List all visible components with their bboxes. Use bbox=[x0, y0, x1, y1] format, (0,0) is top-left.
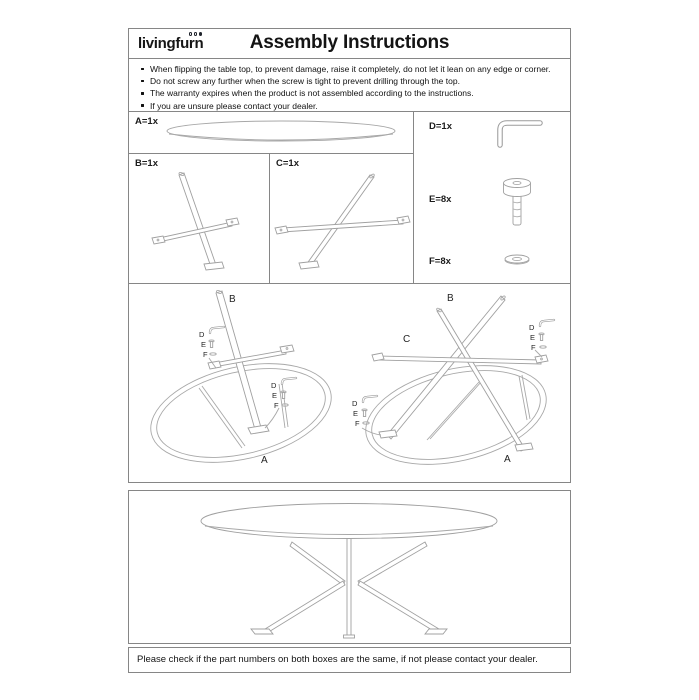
assembled-table-box bbox=[128, 490, 571, 644]
svg-text:F: F bbox=[203, 350, 208, 359]
assembly-diagrams bbox=[129, 284, 570, 482]
svg-text:E: E bbox=[272, 391, 278, 400]
header-box bbox=[128, 28, 571, 59]
svg-text:D: D bbox=[199, 330, 205, 339]
leg-b-drawing bbox=[129, 154, 269, 283]
label-a: A bbox=[504, 454, 511, 465]
assembly-step-1 bbox=[141, 290, 341, 478]
svg-text:D: D bbox=[352, 399, 358, 408]
fastener-callout bbox=[271, 378, 296, 410]
svg-text:E: E bbox=[353, 409, 359, 418]
svg-text:F: F bbox=[355, 419, 360, 428]
svg-text:D: D bbox=[529, 323, 535, 332]
assembly-step-2 bbox=[352, 293, 556, 481]
part-label-b: B=1x bbox=[135, 158, 158, 169]
assembled-table-drawing bbox=[129, 491, 570, 643]
fastener-callout bbox=[529, 320, 554, 352]
svg-text:F: F bbox=[531, 343, 536, 352]
table-top-drawing bbox=[201, 504, 497, 539]
label-b: B bbox=[447, 293, 454, 304]
page-title: Assembly Instructions bbox=[249, 32, 450, 53]
part-label-c: C=1x bbox=[276, 158, 299, 169]
washer-icon bbox=[505, 255, 529, 264]
part-box-b bbox=[128, 153, 270, 284]
bolt-icon bbox=[504, 179, 531, 226]
part-label-d: D=1x bbox=[429, 121, 452, 132]
instruction-page bbox=[128, 28, 571, 674]
washer-icon bbox=[540, 346, 546, 348]
part-box-c bbox=[269, 153, 414, 284]
part-box-a bbox=[128, 111, 414, 154]
label-a: A bbox=[261, 455, 268, 466]
fastener-callout bbox=[199, 327, 224, 359]
warnings-list bbox=[129, 63, 570, 112]
brand-logo-text: livingfurn bbox=[138, 35, 204, 52]
part-label-e: E=8x bbox=[429, 194, 452, 205]
svg-text:E: E bbox=[201, 340, 207, 349]
part-label-a: A=1x bbox=[135, 116, 158, 127]
leg-c-drawing bbox=[270, 154, 413, 283]
part-box-def bbox=[413, 111, 571, 284]
allen-key-icon bbox=[500, 123, 540, 145]
part-label-f: F=8x bbox=[429, 256, 451, 267]
warning-item-3: The warranty expires when the product is not assembled according to the instructions. bbox=[150, 87, 564, 99]
footer-note: Please check if the part numbers on both boxes are the same, if not please contact your dealer. bbox=[137, 654, 538, 665]
label-c: C bbox=[403, 334, 411, 345]
label-b: B bbox=[229, 294, 236, 305]
washer-icon bbox=[210, 353, 216, 355]
washer-icon bbox=[363, 422, 369, 424]
warnings-box bbox=[128, 58, 571, 112]
table-legs-drawing bbox=[251, 531, 447, 638]
footer-box bbox=[128, 647, 571, 673]
table-top-drawing bbox=[129, 112, 413, 153]
svg-text:D: D bbox=[271, 381, 277, 390]
leg-c-drawing bbox=[437, 309, 525, 451]
hardware-drawings bbox=[414, 112, 570, 283]
svg-text:F: F bbox=[274, 401, 279, 410]
fastener-callout bbox=[352, 396, 377, 428]
warning-item-1: When flipping the table top, to prevent damage, raise it completely, do not let it lean on any edge or corner. bbox=[150, 63, 564, 75]
warning-item-2: Do not screw any further when the screw is tight to prevent drilling through the top. bbox=[150, 75, 564, 87]
assembly-steps-box bbox=[128, 283, 571, 483]
warning-item-4: If you are unsure please contact your dealer. bbox=[150, 100, 564, 112]
svg-text:E: E bbox=[530, 333, 536, 342]
